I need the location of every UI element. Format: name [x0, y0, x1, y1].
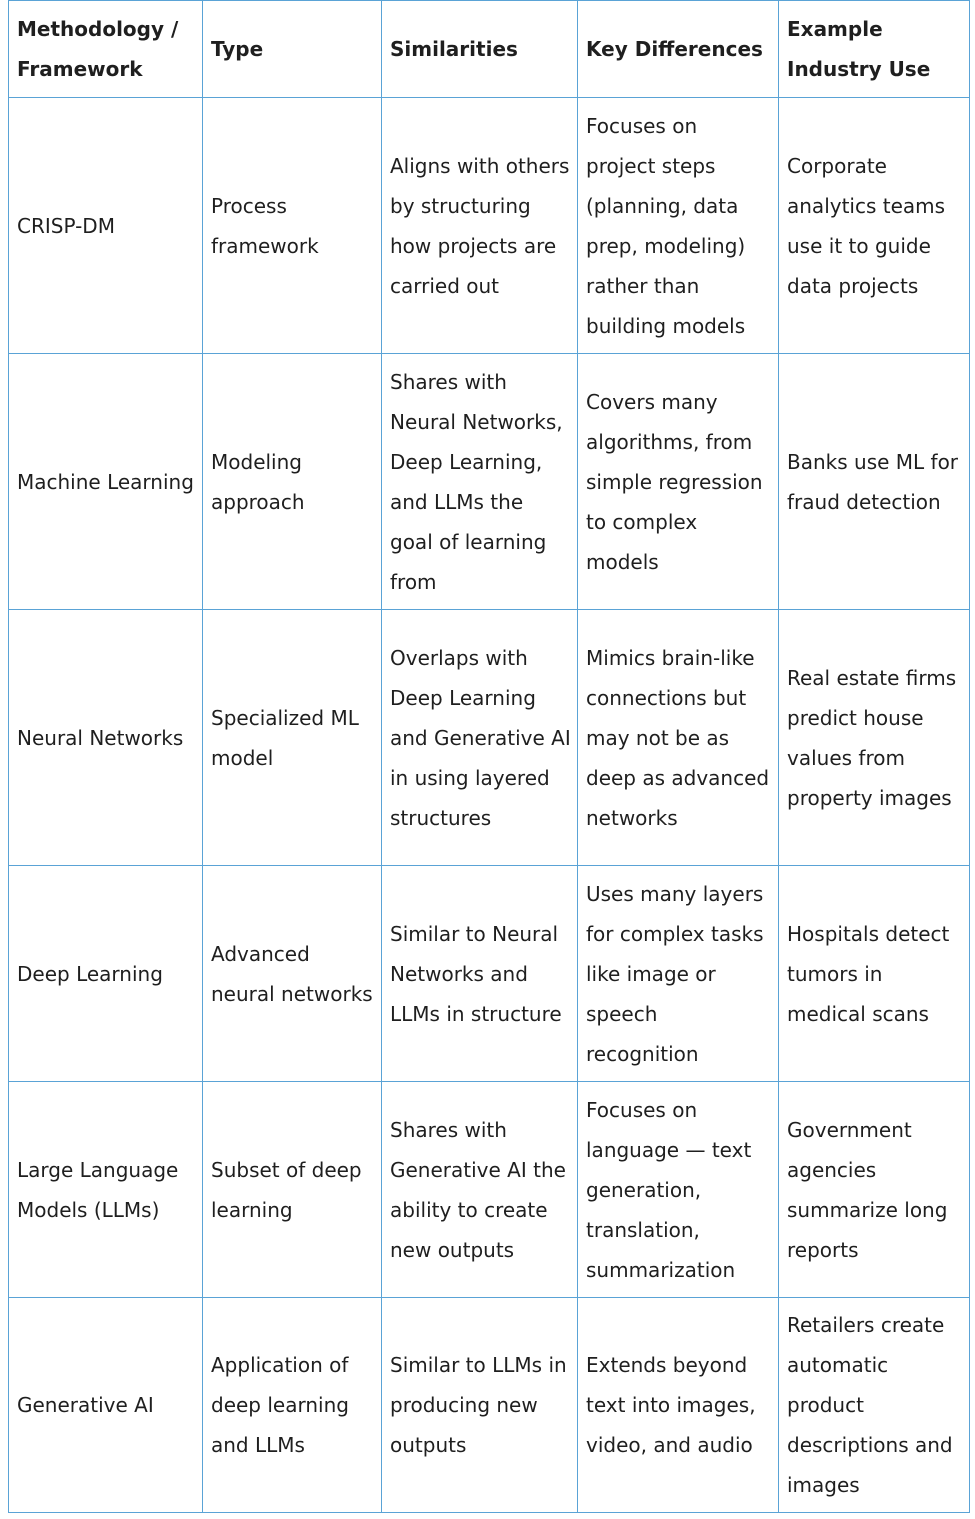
cell-similarities: Shares with Generative AI the ability to create new outputs: [382, 1082, 578, 1298]
cell-similarities: Overlaps with Deep Learning and Generative AI in using layered structures: [382, 610, 578, 866]
cell-key-differences: Mimics brain-like connections but may not be as deep as advanced networks: [578, 610, 779, 866]
cell-example-industry-use: Government agencies summarize long reports: [779, 1082, 970, 1298]
cell-methodology: Deep Learning: [9, 866, 203, 1082]
table-row: [9, 354, 970, 610]
cell-methodology: Machine Learning: [9, 354, 203, 610]
cell-type: Advanced neural networks: [203, 866, 382, 1082]
cell-key-differences: Covers many algorithms, from simple regression to complex models: [578, 354, 779, 610]
table-row: [9, 1298, 970, 1513]
cell-methodology: CRISP-DM: [9, 98, 203, 354]
cell-type: Specialized ML model: [203, 610, 382, 866]
cell-key-differences: Focuses on project steps (planning, data prep, modeling) rather than building models: [578, 98, 779, 354]
cell-key-differences: Focuses on language — text generation, translation, summarization: [578, 1082, 779, 1298]
cell-type: Application of deep learning and LLMs: [203, 1298, 382, 1513]
table-row: [9, 1082, 970, 1298]
table-row: [9, 866, 970, 1082]
cell-key-differences: Extends beyond text into images, video, and audio: [578, 1298, 779, 1513]
table-header-row: [9, 1, 970, 98]
cell-type: Process framework: [203, 98, 382, 354]
header-methodology: Methodology / Framework: [9, 1, 203, 98]
cell-methodology: Neural Networks: [9, 610, 203, 866]
cell-example-industry-use: Banks use ML for fraud detection: [779, 354, 970, 610]
cell-methodology: Large Language Models (LLMs): [9, 1082, 203, 1298]
cell-key-differences: Uses many layers for complex tasks like image or speech recognition: [578, 866, 779, 1082]
header-example-industry-use: Example Industry Use: [779, 1, 970, 98]
table-row: [9, 98, 970, 354]
cell-example-industry-use: Corporate analytics teams use it to guide data projects: [779, 98, 970, 354]
comparison-table: [8, 0, 970, 1513]
table-row: [9, 610, 970, 866]
header-similarities: Similarities: [382, 1, 578, 98]
cell-type: Modeling approach: [203, 354, 382, 610]
cell-example-industry-use: Retailers create automatic product descriptions and images: [779, 1298, 970, 1513]
header-type: Type: [203, 1, 382, 98]
cell-similarities: Aligns with others by structuring how projects are carried out: [382, 98, 578, 354]
cell-methodology: Generative AI: [9, 1298, 203, 1513]
cell-similarities: Similar to LLMs in producing new outputs: [382, 1298, 578, 1513]
cell-example-industry-use: Hospitals detect tumors in medical scans: [779, 866, 970, 1082]
header-key-differences: Key Differences: [578, 1, 779, 98]
cell-similarities: Similar to Neural Networks and LLMs in structure: [382, 866, 578, 1082]
cell-example-industry-use: Real estate firms predict house values from property images: [779, 610, 970, 866]
cell-type: Subset of deep learning: [203, 1082, 382, 1298]
cell-similarities: Shares with Neural Networks, Deep Learning, and LLMs the goal of learning from: [382, 354, 578, 610]
